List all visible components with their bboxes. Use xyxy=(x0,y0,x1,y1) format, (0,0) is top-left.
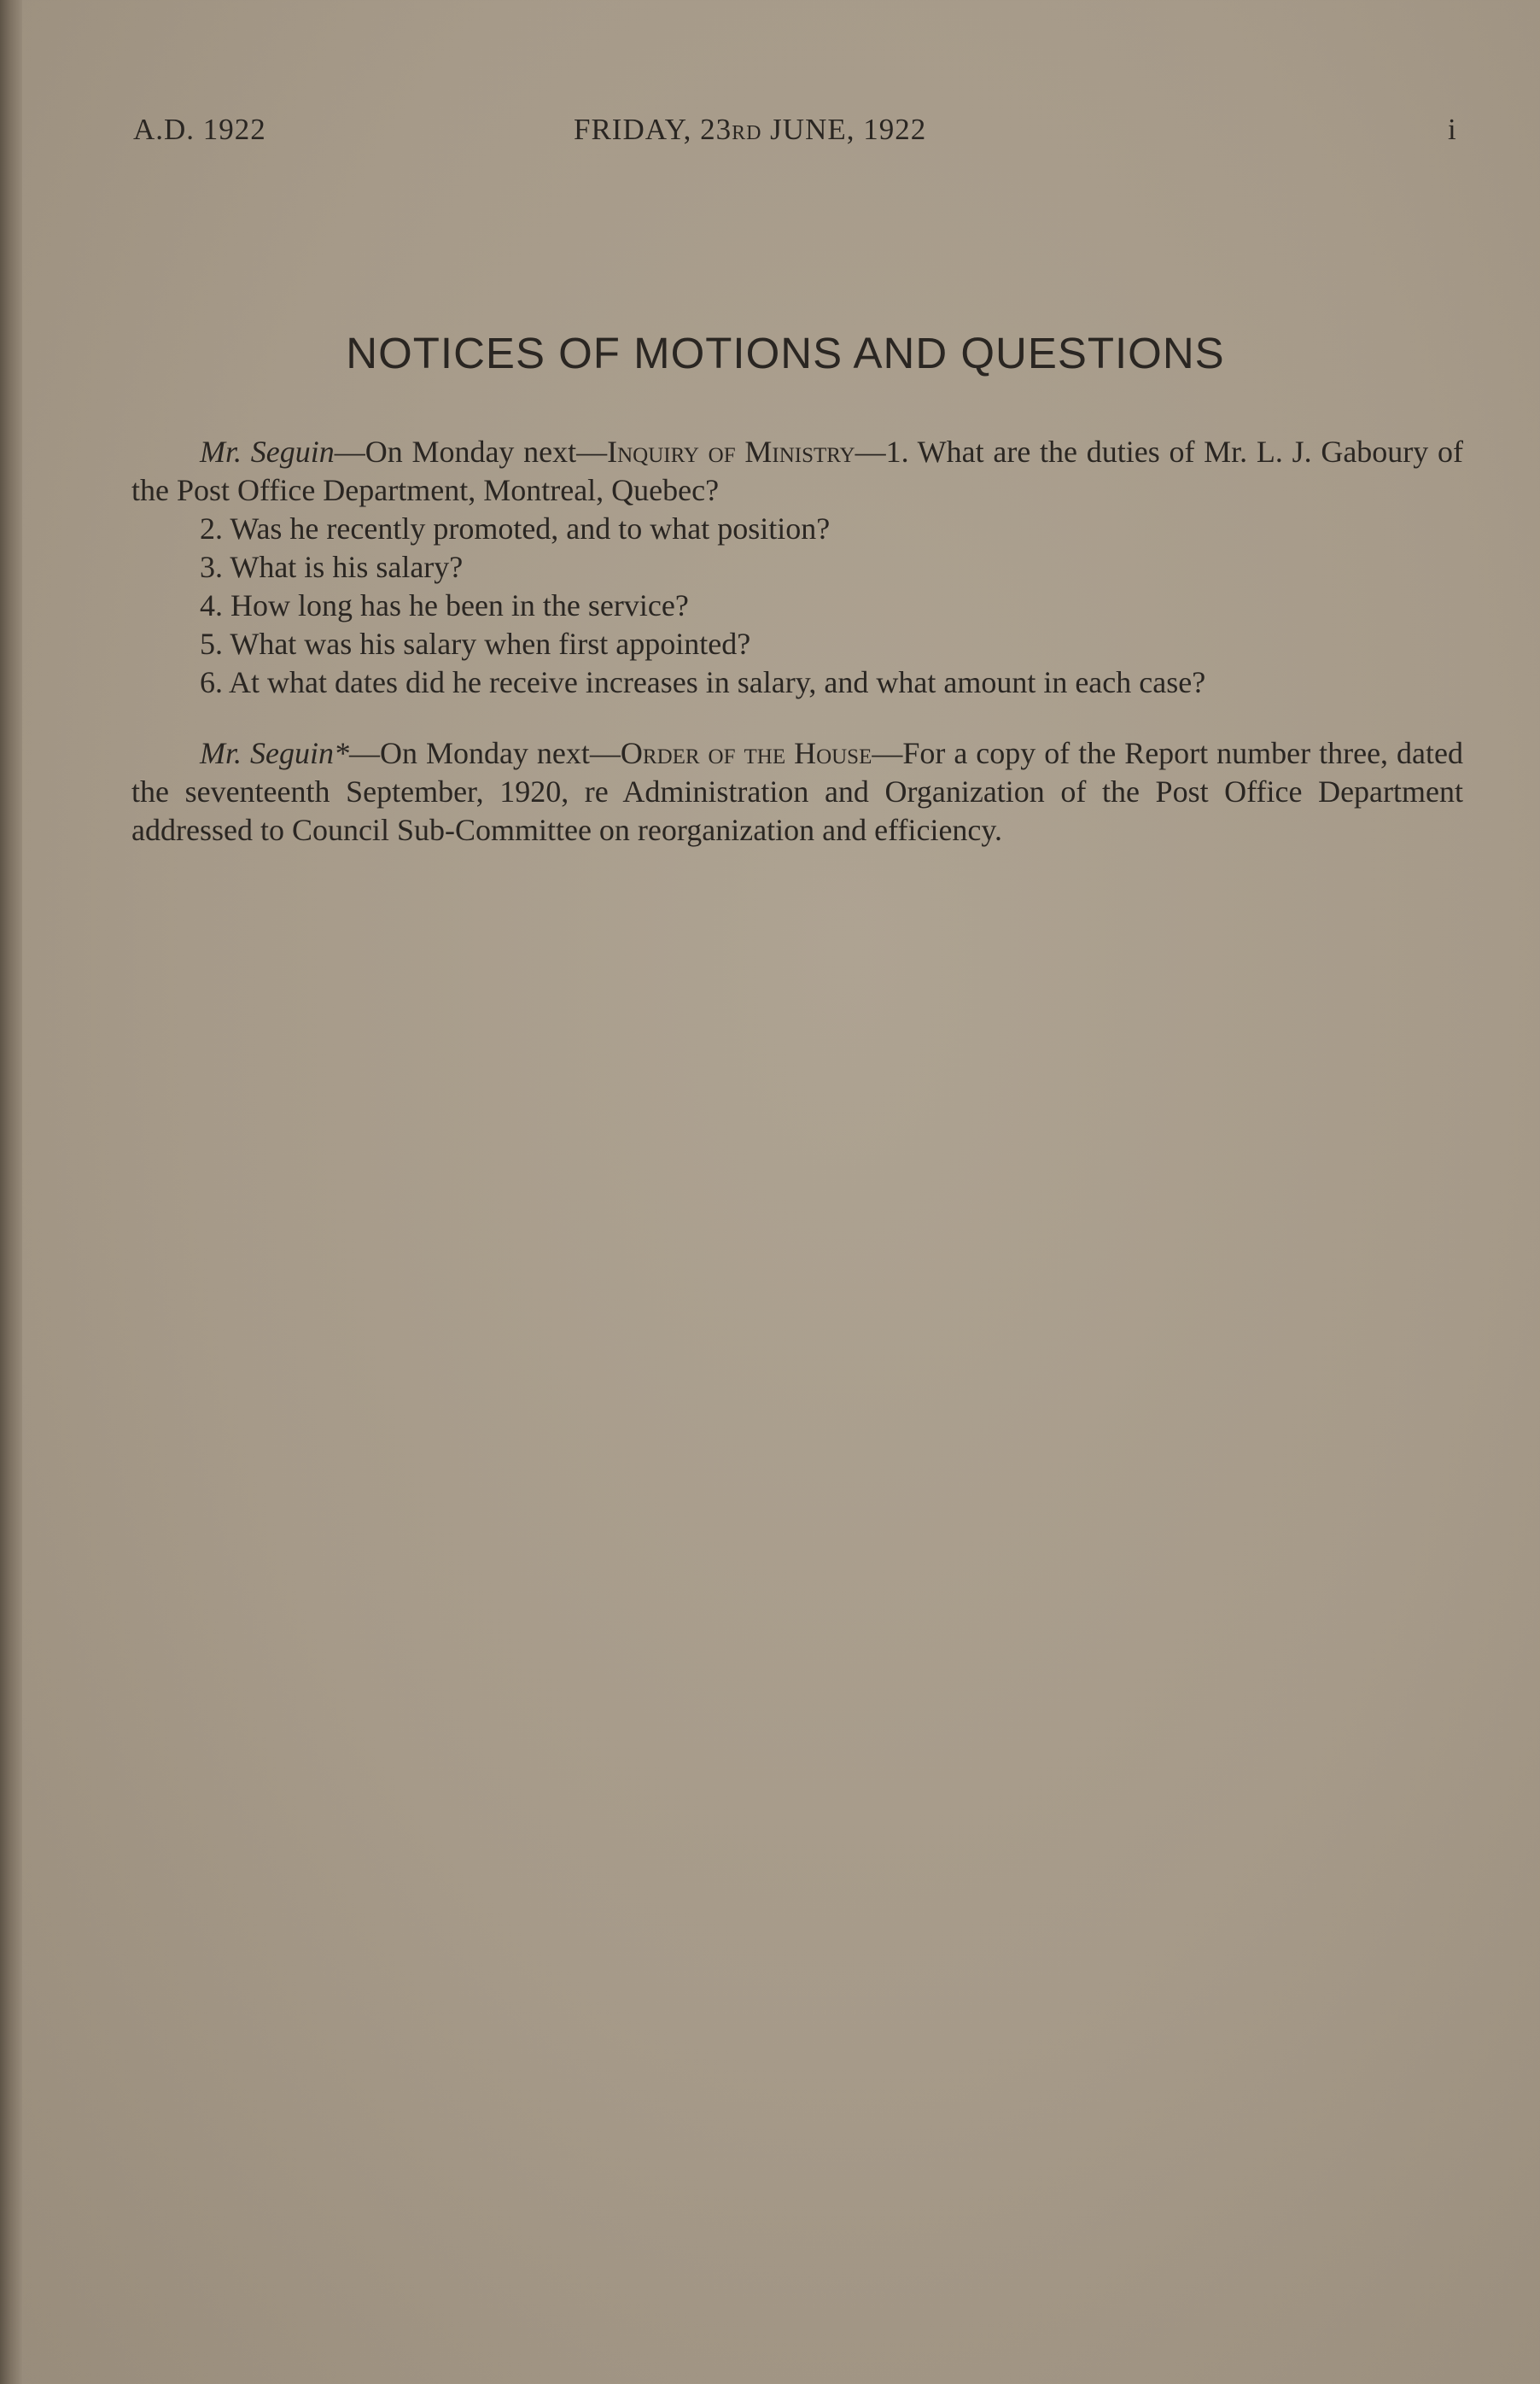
question-item: 6. At what dates did he receive increases in salary, and what amount in each case? xyxy=(200,665,1206,699)
header-date: FRIDAY, 23RD JUNE, 1922 xyxy=(574,113,927,146)
header-year: A.D. 1922 xyxy=(133,113,266,146)
notice-kind: Inquiry of Ministry xyxy=(607,435,855,469)
running-header xyxy=(0,113,1540,164)
notice-order-text: Mr. Seguin*—On Monday next—Order of the House—For a copy of the Report number three, dated the seventeenth September, 1920, re Administration and Organization of the Post Office Department addressed to Council Sub-Committee on reorganization and efficiency. xyxy=(131,736,1463,847)
page-title: NOTICES OF MOTIONS AND QUESTIONS xyxy=(346,329,1225,377)
member-name: Mr. Seguin xyxy=(200,435,335,469)
notice-inquiry xyxy=(131,433,1463,702)
page-number: i xyxy=(1448,113,1457,146)
notice-order xyxy=(131,734,1463,850)
notice-kind: Order of the House xyxy=(620,736,872,770)
question-item: 4. How long has he been in the service? xyxy=(200,588,689,622)
member-name: Mr. Seguin* xyxy=(200,736,349,770)
question-item: 5. What was his salary when first appointed? xyxy=(200,627,751,661)
question-item: 3. What is his salary? xyxy=(200,550,464,584)
question-item: 2. Was he recently promoted, and to what position? xyxy=(200,511,831,546)
notice-inquiry-lead: Mr. Seguin—On Monday next—Inquiry of Ministry—1. What are the duties of Mr. L. J. Gaboury of the Post Office Department, Montreal, Quebec? xyxy=(131,435,1463,507)
